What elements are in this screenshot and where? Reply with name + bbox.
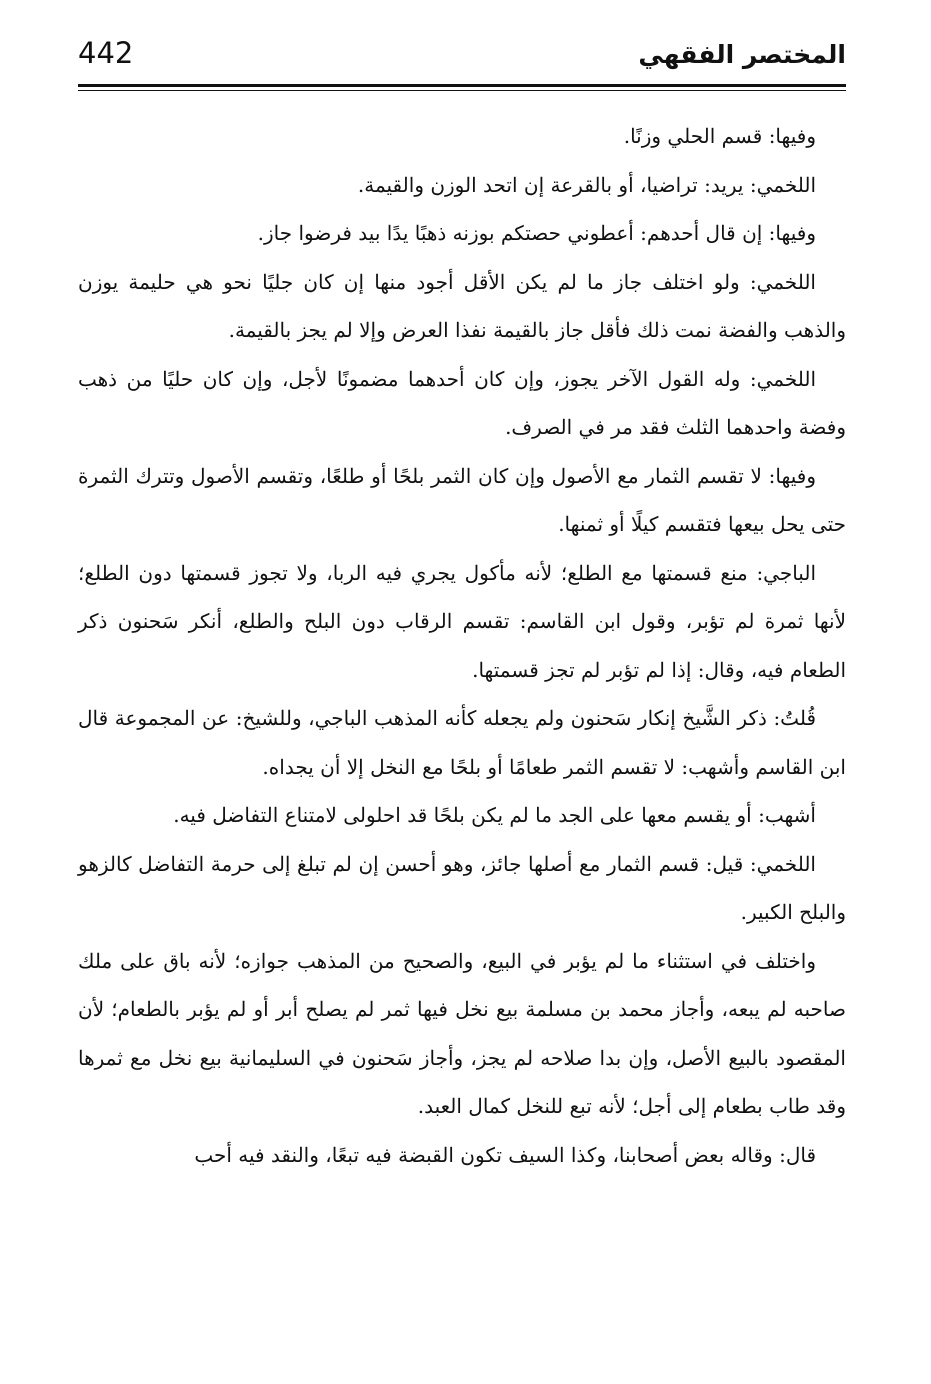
body-text — [78, 112, 846, 1179]
header-rule-thick — [78, 84, 846, 87]
page-header — [78, 34, 846, 82]
page-number: 442 — [78, 36, 134, 70]
paragraph: اللخمي: وله القول الآخر يجوز، وإن كان أحدهما مضمونًا لأجل، وإن كان حليًا من ذهب وفضة واحدهما الثلث فقد مر في الصرف. — [78, 366, 846, 439]
paragraph: واختلف في استثناء ما لم يؤبر في البيع، والصحيح من المذهب جوازه؛ لأنه باق على ملك صاحبه لم يبعه، وأجاز محمد بن مسلمة بيع نخل فيها ثمر لم يصلح أبر أو لم يؤبر بالطعام؛ لأن المقصود بالبيع الأصل، وإن بدا صلاحه لم يجز، وأجاز سَحنون في السليمانية بيع نخل مع ثمرها وقد طاب بطعام إلى أجل؛ لأنه تبع للنخل كمال العبد. — [78, 948, 846, 1118]
paragraph: اللخمي: ولو اختلف جاز ما لم يكن الأقل أجود منها إن كان جليًا نحو هي حليمة يوزن والذهب والفضة نمت ذلك فأقل جاز بالقيمة نفذا العرض وإلا لم يجز بالقيمة. — [78, 269, 846, 342]
paragraph: وفيها: قسم الحلي وزنًا. — [623, 124, 816, 148]
paragraph: قُلتُ: ذكر الشَّيخ إنكار سَحنون ولم يجعله كأنه المذهب الباجي، وللشيخ: عن المجموعة قال ابن القاسم وأشهب: لا تقسم الثمر طعامًا أو بلحًا مع النخل إلا أن يجداه. — [78, 706, 846, 779]
paragraph: اللخمي: يريد: تراضيا، أو بالقرعة إن اتحد الوزن والقيمة. — [357, 172, 816, 197]
paragraph: الباجي: منع قسمتها مع الطلع؛ لأنه مأكول يجري فيه الربا، ولا تجوز قسمتها دون الطلع؛ لأنها ثمرة لم تؤبر، وقول ابن القاسم: تقسم الرقاب دون البلح والطلع، أنكر سَحنون ذكر الطعام فيه، وقال: إذا لم تؤبر لم تجز قسمتها. — [78, 560, 846, 682]
paragraph: وفيها: لا تقسم الثمار مع الأصول وإن كان الثمر بلحًا أو طلعًا، وتقسم الأصول وتترك الثمرة حتى يحل بيعها فتقسم كيلًا أو ثمنها. — [78, 463, 846, 536]
paragraph: اللخمي: قيل: قسم الثمار مع أصلها جائز، وهو أحسن إن لم تبلغ إلى حرمة التفاضل كالزهو والبلح الكبير. — [78, 851, 846, 924]
header-rule-thin — [78, 90, 846, 91]
paragraph: وفيها: إن قال أحدهم: أعطوني حصتكم بوزنه ذهبًا يدًا بيد فرضوا جاز. — [257, 221, 816, 245]
running-title: المختصر الفقهي — [638, 40, 846, 69]
paragraph: أشهب: أو يقسم معها على الجد ما لم يكن بلحًا قد احلولى لامتناع التفاضل فيه. — [173, 803, 816, 827]
paragraph: قال: وقاله بعض أصحابنا، وكذا السيف تكون القبضة فيه تبعًا، والنقد فيه أحب — [194, 1142, 816, 1167]
